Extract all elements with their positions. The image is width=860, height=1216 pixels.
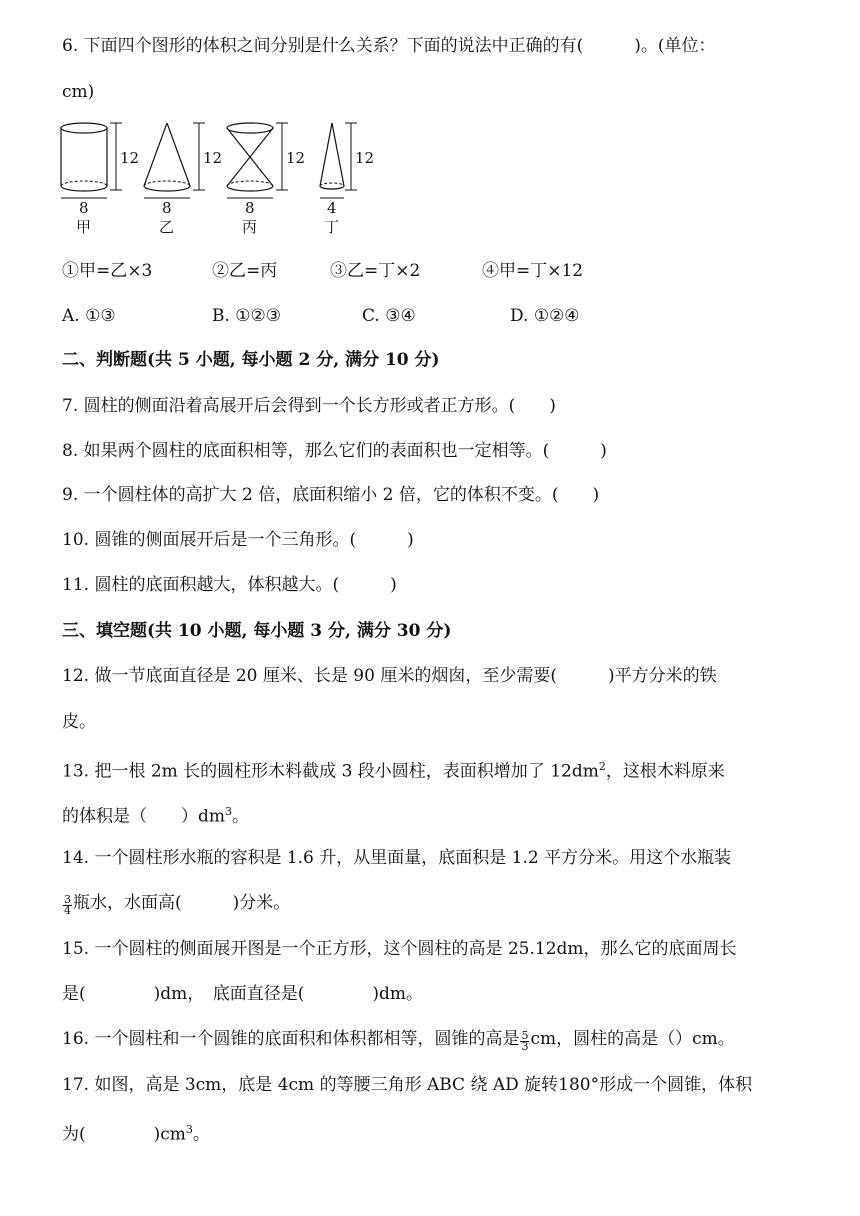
figure-double-cone-name: 丙 [242, 218, 258, 236]
figure-cylinder-name: 甲 [76, 218, 92, 236]
figure-cone [144, 123, 222, 236]
q6-statement-2: ②乙=丙 [212, 261, 278, 281]
question-13-line1 [62, 755, 725, 784]
figure-double-cone-height: 12 [286, 149, 306, 167]
figure-thin-cone-bottom: 4 [327, 199, 337, 217]
q13-text-a: 13. 把一根 2m 长的圆柱形木料截成 3 段小圆柱，表面积增加了 12dm [62, 761, 599, 782]
figure-cone-name: 乙 [159, 218, 175, 236]
q16-frac-den: 3 [521, 1040, 529, 1053]
figure-cylinder-height: 12 [120, 149, 140, 167]
question-14-line2 [62, 891, 290, 916]
q17-line2-sup: 3 [185, 1123, 193, 1136]
figure-thin-cone-name: 丁 [324, 218, 340, 236]
q16-text-b: cm，圆柱的高是（）cm。 [530, 1029, 735, 1049]
question-16 [62, 1027, 735, 1052]
q16-text-a: 16. 一个圆柱和一个圆锥的底面积和体积都相等，圆锥的高是 [62, 1029, 520, 1049]
section-3-title: 三、填空题(共 10 小题, 每小题 3 分, 满分 30 分) [62, 621, 452, 641]
q16-frac-num: 5 [521, 1029, 529, 1042]
figure-cylinder [61, 123, 139, 236]
q13-line2-end: 。 [232, 806, 250, 827]
q17-line2-end: 。 [192, 1124, 210, 1145]
figure-double-cone [227, 123, 305, 236]
q14-frac-den: 4 [64, 904, 71, 917]
figure-thin-cone [320, 123, 374, 236]
question-9: 9. 一个圆柱体的高扩大 2 倍，底面积缩小 2 倍，它的体积不变。( ) [62, 485, 600, 505]
question-15-line2: 是( )dm， 底面直径是( )dm。 [62, 984, 424, 1004]
question-10: 10. 圆锥的侧面展开后是一个三角形。( ) [62, 530, 414, 550]
q13-sup: 2 [598, 760, 606, 773]
figure-double-cone-bottom: 8 [245, 199, 255, 217]
q6-option-b: B. ①②③ [212, 306, 282, 326]
q16-fraction [520, 1031, 529, 1052]
q14-line2-text: 瓶水，水面高( )分米。 [73, 893, 291, 913]
figure-cone-height: 12 [203, 149, 223, 167]
question-17-line2 [62, 1118, 210, 1147]
question-14-line1: 14. 一个圆柱形水瓶的容积是 1.6 升，从里面量，底面积是 1.2 平方分米。用这个水瓶装 [62, 848, 732, 868]
q6-statement-3: ③乙=丁×2 [330, 261, 421, 281]
q14-frac-num: 3 [64, 893, 71, 906]
figure-cone-bottom: 8 [162, 199, 172, 217]
section-2-title: 二、判断题(共 5 小题, 每小题 2 分, 满分 10 分) [62, 350, 440, 370]
q6-figures [52, 118, 392, 240]
question-8: 8. 如果两个圆柱的底面积相等，那么它们的表面积也一定相等。( ) [62, 441, 607, 461]
question-12-line1: 12. 做一节底面直径是 20 厘米、长是 90 厘米的烟囱，至少需要( )平方分米的铁 [62, 666, 717, 686]
q6-option-a: A. ①③ [62, 306, 116, 326]
q14-fraction [63, 895, 72, 916]
q13-line2-sup: 3 [225, 805, 233, 818]
q6-text-line2: cm) [62, 82, 95, 102]
question-7: 7. 圆柱的侧面沿着高展开后会得到一个长方形或者正方形。( ) [62, 396, 556, 416]
q6-statement-1: ①甲=乙×3 [62, 261, 153, 281]
question-13-line2 [62, 800, 249, 829]
q13-text-b: ，这根木料原来 [605, 761, 725, 782]
q13-line2-text: 的体积是（ ）dm [62, 806, 226, 827]
question-11: 11. 圆柱的底面积越大，体积越大。( ) [62, 575, 397, 595]
question-17-line1: 17. 如图，高是 3cm，底是 4cm 的等腰三角形 ABC 绕 AD 旋转180°形成一个圆锥，体积 [62, 1075, 753, 1095]
figure-cylinder-bottom: 8 [79, 199, 89, 217]
q6-text-line1: 6. 下面四个图形的体积之间分别是什么关系？下面的说法中正确的有( )。(单位： [62, 36, 716, 56]
question-12-line2: 皮。 [62, 712, 96, 732]
q17-line2-text: 为( )cm [62, 1124, 186, 1145]
q6-statement-4: ④甲=丁×12 [482, 261, 584, 281]
question-15-line1: 15. 一个圆柱的侧面展开图是一个正方形，这个圆柱的高是 25.12dm，那么它的底面周长 [62, 939, 737, 959]
q6-option-c: C. ③④ [362, 306, 416, 326]
figure-thin-cone-height: 12 [355, 149, 375, 167]
q6-option-d: D. ①②④ [510, 306, 580, 326]
